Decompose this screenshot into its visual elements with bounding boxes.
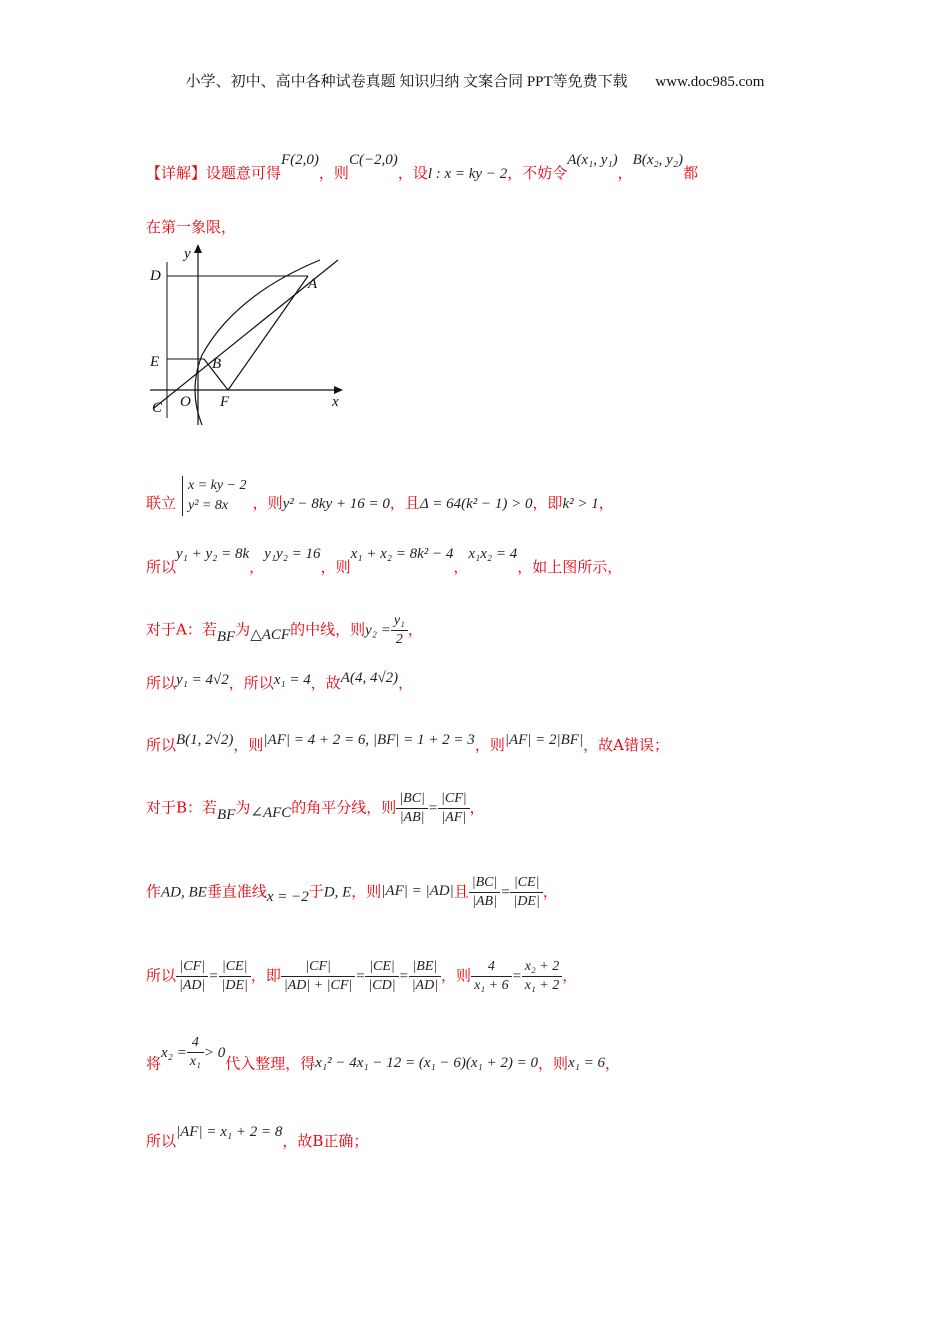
- equals: =: [398, 968, 409, 985]
- fraction-4-over-x1: $\frac{4}{\text{x₁ + 6}}$: [471, 958, 512, 995]
- solution-line-9: [146, 874, 836, 911]
- label-o: O: [180, 394, 191, 410]
- solution-line-2: [146, 216, 836, 237]
- math-x-sum: x₁ + x₂ = 8k² − 4: [350, 546, 454, 562]
- math-a-coords: A(4, 4√2): [340, 670, 399, 686]
- text: 将: [146, 1054, 162, 1073]
- text: 作: [146, 882, 162, 901]
- header-site: www.doc985.com: [655, 74, 765, 90]
- text: ，: [407, 620, 423, 639]
- math-discriminant: Δ = 64(k² − 1) > 0: [419, 496, 533, 512]
- header-text: 小学、初中、高中各种试卷真题 知识归纳 文案合同 PPT等免费下载: [185, 74, 628, 90]
- detail-label: 【详解】设题意可得: [146, 164, 282, 182]
- fraction-bc-ab: $\frac{|BC|}{|AB|}$: [469, 874, 501, 911]
- math-af-2bf: |AF| = 2|BF|: [504, 732, 584, 748]
- solution-line-5: [146, 612, 836, 649]
- text: 联立: [146, 494, 177, 512]
- fraction-y1-over-2: $\frac{\text{y₁}}{2}$: [391, 612, 408, 649]
- math-y-sum: y₁ + y₂ = 8k: [176, 546, 250, 562]
- math-af-eight: |AF| = x₁ + 2 = 8: [176, 1124, 283, 1140]
- text: ，则: [233, 736, 264, 754]
- text: ，所以: [228, 674, 274, 692]
- text: ，: [398, 674, 414, 692]
- math-c-point: C(−2,0): [348, 152, 398, 168]
- parabola-diagram: [140, 240, 350, 430]
- math-d-e: D, E: [323, 884, 352, 901]
- text: ，: [604, 1054, 620, 1073]
- solution-line-1: [146, 152, 836, 183]
- math-bf: BF: [217, 806, 236, 823]
- text: ，: [562, 966, 578, 985]
- math-af-ad: |AF| = |AD|: [381, 882, 454, 899]
- math-ad-be: AD, BE: [161, 884, 207, 901]
- option-a-label: 对于A：若: [146, 620, 217, 639]
- text: 的角平分线，则: [291, 798, 397, 817]
- math-k-condition: k² > 1: [562, 496, 599, 512]
- label-c: C: [152, 400, 163, 416]
- fraction-ce-cd: $\frac{|CE|}{|CD|}$: [365, 958, 398, 995]
- math-f-point: F(2,0): [281, 152, 319, 168]
- math-gt-zero: > 0: [203, 1044, 226, 1061]
- text: 所以: [146, 966, 177, 985]
- label-y: y: [184, 246, 191, 262]
- text: ，即: [250, 966, 281, 985]
- text: 在第一象限，: [146, 218, 237, 236]
- math-triangle: △ACF: [250, 626, 291, 643]
- fraction-x2-over-x1: $\frac{\text{x₂ + 2}}{\text{x₁ + 2}}$: [522, 958, 563, 995]
- math-quadratic: y² − 8ky + 16 = 0: [282, 496, 390, 512]
- text: ，故A错误；: [583, 736, 669, 754]
- math-x2: x₂ =: [161, 1044, 187, 1061]
- text: ，即: [532, 494, 563, 512]
- solution-line-10: [146, 958, 836, 995]
- text: ，则: [252, 494, 283, 512]
- text: 所以: [146, 558, 177, 576]
- text: 所以: [146, 736, 177, 754]
- fraction-cf-af: $\frac{|CF|}{|AF|}$: [438, 790, 470, 827]
- label-f: F: [220, 394, 230, 410]
- label-a: A: [308, 276, 318, 292]
- text: ，则: [537, 1054, 568, 1073]
- solution-line-8: [146, 790, 836, 827]
- label-d: D: [150, 268, 161, 284]
- fraction-bc-ab: $\frac{|BC|}{|AB|}$: [396, 790, 428, 827]
- label-e: E: [150, 354, 160, 370]
- math-angle: ∠AFC: [250, 804, 292, 821]
- solution-line-6: [146, 672, 836, 693]
- text: ，: [249, 558, 265, 576]
- math-x1-value: x₁ = 4: [273, 672, 311, 688]
- text: 代入整理，得: [225, 1054, 316, 1073]
- solution-line-7: [146, 734, 836, 755]
- text: ，且: [389, 494, 420, 512]
- text: 为: [235, 798, 251, 817]
- text: 于: [308, 882, 324, 901]
- solution-line-3: [146, 478, 836, 524]
- label-b: B: [212, 356, 222, 372]
- fraction-cf-ad: $\frac{|CF|}{|AD|}$: [176, 958, 208, 995]
- math-b-coords: B(1, 2√2): [176, 732, 234, 748]
- math-y2: y₂ =: [365, 622, 391, 639]
- text: ，: [617, 164, 633, 182]
- text: ，不妨令: [507, 164, 568, 182]
- page-header: [0, 70, 950, 91]
- text: 垂直准线: [206, 882, 267, 901]
- label-x: x: [332, 394, 339, 410]
- text: ，设: [397, 164, 428, 182]
- fraction-cf-sum: $\frac{|CF|}{|AD| + |CF|}$: [281, 958, 355, 995]
- equals: =: [500, 884, 511, 901]
- solution-line-11: [146, 1035, 836, 1083]
- fraction-ce-de: $\frac{|CE|}{|DE|}$: [510, 874, 542, 911]
- math-a-point: A(x₁, y₁): [567, 152, 618, 168]
- system-eq-1: x = ky − 2: [188, 478, 247, 493]
- equals: =: [208, 968, 219, 985]
- math-factorization: x₁² − 4x₁ − 12 = (x₁ − 6)(x₁ + 2) = 0: [315, 1054, 538, 1071]
- system-eq-2: y² = 8x: [188, 498, 229, 513]
- text: ，故B正确；: [282, 1132, 369, 1150]
- fraction-be-ad: $\frac{|BE|}{|AD|}$: [409, 958, 441, 995]
- equals: =: [427, 800, 439, 817]
- math-bf: BF: [216, 628, 236, 645]
- math-line-l: l : x = ky − 2: [427, 166, 508, 182]
- fraction-ce-de: $\frac{|CE|}{|DE|}$: [219, 958, 251, 995]
- solution-line-4: [146, 546, 836, 577]
- math-y1-value: y₁ = 4√2: [176, 672, 229, 688]
- text: ，则: [320, 558, 351, 576]
- text: 且: [453, 882, 469, 901]
- text: ，则: [318, 164, 349, 182]
- math-x1-six: x₁ = 6: [567, 1054, 605, 1071]
- math-af-bf-lengths: |AF| = 4 + 2 = 6, |BF| = 1 + 2 = 3: [263, 732, 475, 748]
- math-b-point: B(x₂, y₂): [632, 152, 684, 168]
- option-b-label: 对于B：若: [146, 798, 218, 817]
- text: ，: [453, 558, 469, 576]
- text: ，则: [351, 882, 382, 901]
- text: 为: [235, 620, 251, 639]
- math-y-product: y₁y₂ = 16: [264, 546, 321, 562]
- text: ，如上图所示，: [517, 558, 623, 576]
- math-x-product: x₁x₂ = 4: [468, 546, 518, 562]
- text: 所以: [146, 1132, 177, 1150]
- text: ，故: [310, 674, 341, 692]
- text: 的中线，则: [290, 620, 366, 639]
- text: 都: [683, 164, 699, 182]
- text: ，: [598, 494, 614, 512]
- equals: =: [511, 968, 522, 985]
- solution-line-12: [146, 1124, 836, 1151]
- text: ，: [542, 882, 558, 901]
- math-directrix: x = −2: [266, 888, 309, 905]
- equals: =: [355, 968, 366, 985]
- text: ，: [469, 798, 485, 817]
- fraction-4-over-x1: $\frac{4}{\text{x₁}}$: [187, 1034, 204, 1071]
- text: 所以: [146, 674, 177, 692]
- text: ，则: [441, 966, 472, 985]
- text: ，则: [474, 736, 505, 754]
- equation-system: [182, 476, 247, 516]
